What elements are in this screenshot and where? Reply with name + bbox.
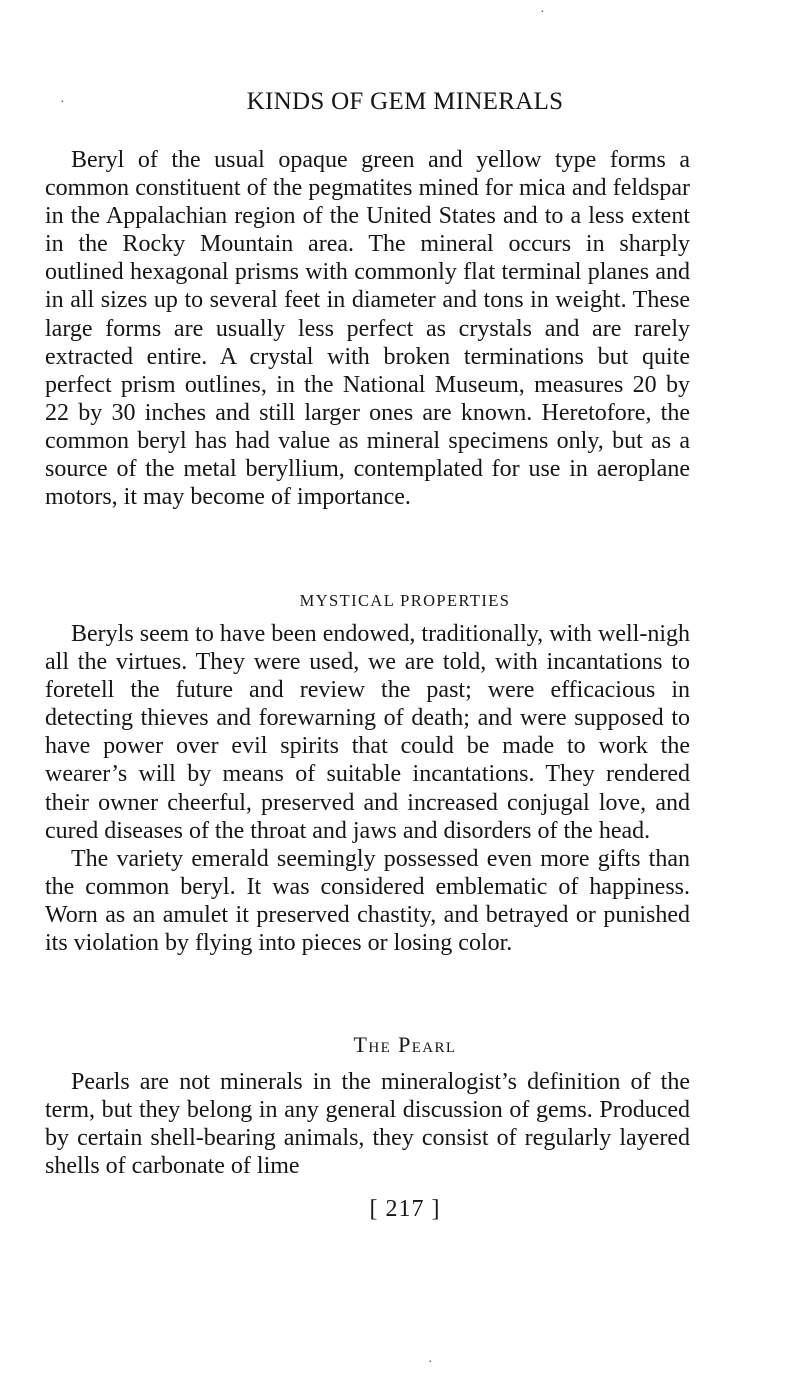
body-text-block-3 [45,1068,690,1180]
section-heading-the-pearl: The Pearl [353,1032,457,1057]
paragraph-pearls: Pearls are not minerals in the mineralogist’s definition of the term, but they belong in any general discussion of gems. Produced by certain shell-bearing animals, they consist of regularly layered shells of carbonate of lime [45,1069,690,1180]
print-speck: · [428,1355,433,1370]
paragraph-beryl-virtues: Beryls seem to have been endowed, traditionally, with well-nigh all the virtues. They were used, we are told, with incantations to foretell the future and review the past; were efficacious in detecting thieves and forewarning of death; and were supposed to have power over evil spirits that could be made to work the wearer’s will by means of suitable incantations. They rendered their owner cheerful, preserved and increased conjugal love, and cured diseases of the throat and jaws and disorders of the head. [45,621,690,844]
print-speck: · [540,5,545,20]
print-speck: · [60,95,65,110]
page-number: [ 217 ] [369,1196,441,1222]
section-heading-mystical-properties: MYSTICAL PROPERTIES [299,591,511,610]
running-head: KINDS OF GEM MINERALS [246,88,564,115]
body-text-block-1 [45,146,690,511]
paragraph-emerald-virtues: The variety emerald seemingly possessed even more gifts than the common beryl. It was considered emblematic of happiness. Worn as an amulet it preserved chastity, and betrayed or punished its violation by flying into pieces or losing color. [45,845,690,957]
paragraph-beryl: Beryl of the usual opaque green and yellow type forms a common constituent of the pegmatites mined for mica and feldspar in the Appalachian region of the United States and to a less extent in the Rocky Mountain area. The mineral occurs in sharply outlined hexagonal prisms with commonly flat terminal planes and in all sizes up to several feet in diameter and tons in weight. These large forms are usually less perfect as crystals and are rarely extracted entire. A crystal with broken terminations but quite perfect prism outlines, in the National Museum, measures 20 by 22 by 30 inches and still larger ones are known. Heretofore, the common beryl has had value as mineral specimens only, but as a source of the metal beryllium, contemplated for use in aeroplane motors, it may become of importance. [45,147,690,511]
body-text-block-2 [45,620,690,957]
